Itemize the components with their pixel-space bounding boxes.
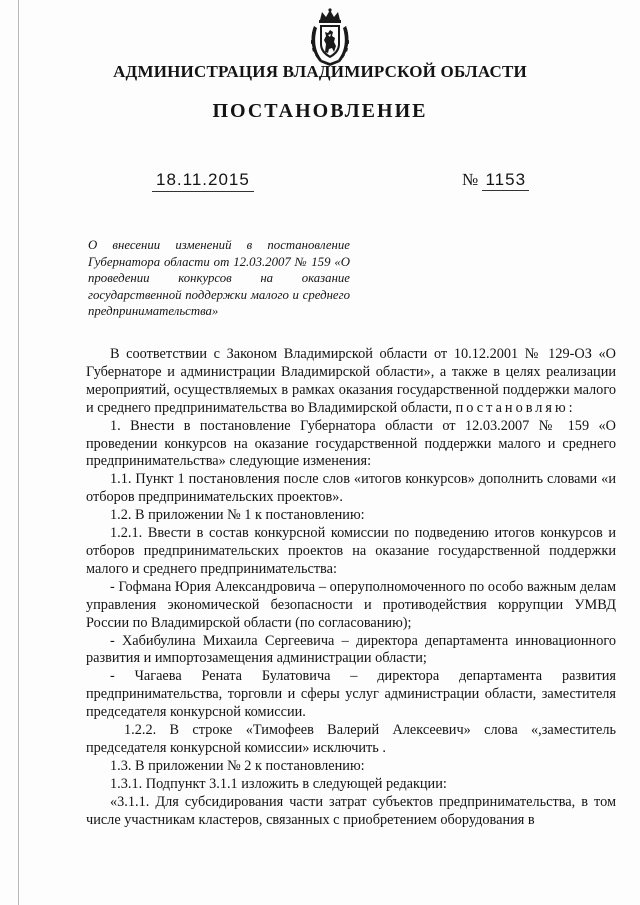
body-paragraph: 1.2. В приложении № 1 к постановлению:	[110, 507, 365, 524]
organization-title: АДМИНИСТРАЦИЯ ВЛАДИМИРСКОЙ ОБЛАСТИ	[113, 62, 527, 81]
body-paragraph: 1.3.1. Подпункт 3.1.1 изложить в следующей редакции:	[110, 775, 447, 792]
body-paragraph: - Хабибулина Михаила Сергеевича – директора департамента инновационного развития и импортозамещения администрации области;	[86, 632, 616, 667]
body-paragraph: 1.3. В приложении № 2 к постановлению:	[110, 757, 365, 774]
body-paragraph: 1.2.2. В строке «Тимофеев Валерий Алексеевич» слова «,заместитель председателя конкурсной комиссии» исключить .	[86, 722, 616, 756]
number-sign: №	[462, 170, 479, 189]
body-paragraph	[86, 346, 616, 418]
body-paragraph: 1.2.1. Ввести в состав конкурсной комиссии по подведению итогов конкурсов и отборов предпринимательских проектов на оказание государственной поддержки малого и среднего предпринимательства:	[86, 525, 616, 577]
scan-edge-line	[18, 0, 19, 905]
document-type-title: ПОСТАНОВЛЕНИЕ	[212, 100, 428, 122]
body-paragraph: - Гофмана Юрия Александровича – оперуполномоченного по особо важным делам управления экономической безопасности и противодействия коррупции УМВД России по Владимирской области (по согласованию);	[86, 578, 616, 631]
body-paragraph: 1. Внести в постановление Губернатора области от 12.03.2007 № 159 «О проведении конкурсов на оказание государственной поддержки малого и среднего предпринимательства» следующие изменения:	[86, 417, 616, 470]
body-paragraph: «3.1.1. Для субсидирования части затрат субъектов предпринимательства, в том числе участникам кластеров, связанных с приобретением оборудования в	[86, 793, 616, 828]
document-subject: О внесении изменений в постановление Губернатора области от 12.03.2007 № 159 «О проведении конкурсов на оказание государственной поддержки малого и среднего предпринимательства»	[88, 238, 350, 318]
document-date: 18.11.2015	[152, 170, 254, 192]
body-paragraph: - Чагаева Рената Булатовича – директора департамента развития предпринимательства, торговли и сферы услуг администрации области, заместителя председателя конкурсной комиссии.	[86, 668, 616, 721]
coat-of-arms-icon	[308, 8, 352, 68]
preamble-text: В соответствии с Законом Владимирской области от 10.12.2001 № 129-ОЗ «О Губернаторе и администрации Владимирской области», а также в целях реализации мероприятий, осуществляемых в рамках оказания государственной поддержки малого и среднего предпринимательства во Владимирской области,	[86, 346, 616, 416]
resolve-word: постановляю:	[455, 399, 576, 416]
document-body	[86, 346, 616, 829]
document-number	[462, 170, 529, 190]
body-paragraph: 1.1. Пункт 1 постановления после слов «итогов конкурсов» дополнить словами «и отборов предпринимательских проектов».	[86, 471, 616, 506]
number-value: 1153	[482, 170, 529, 191]
